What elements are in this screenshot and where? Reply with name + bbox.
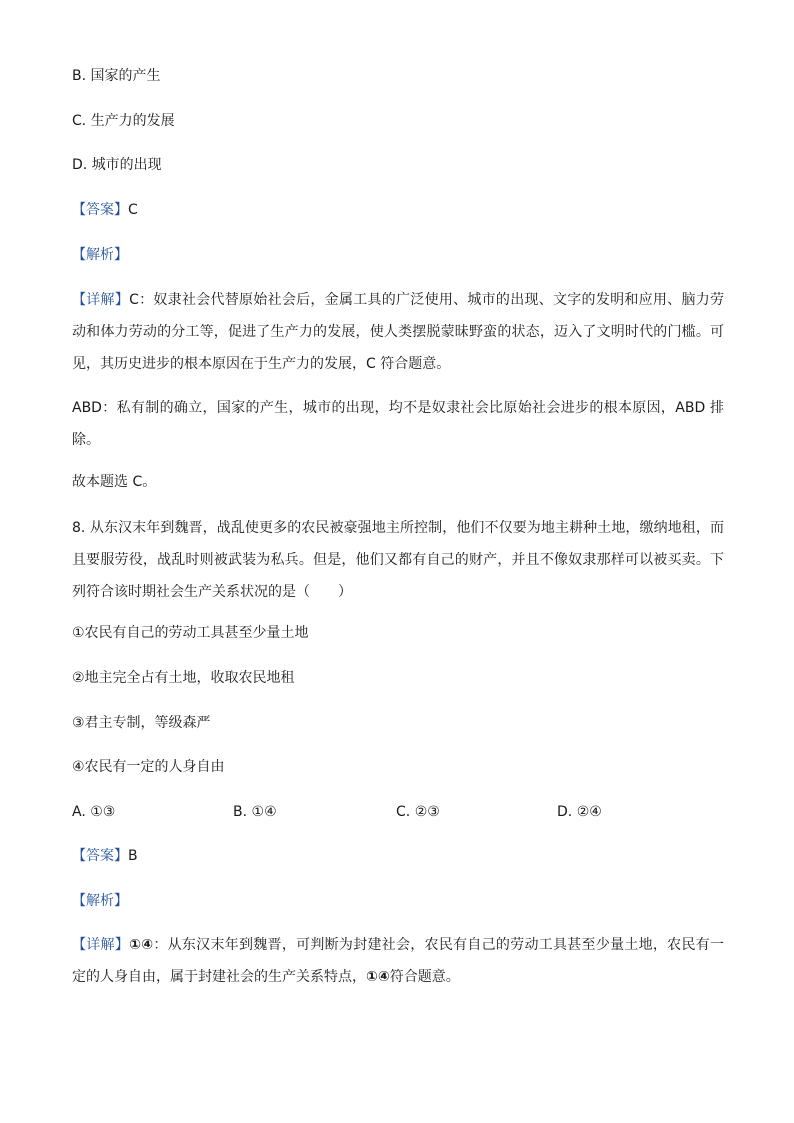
option-letter: B. bbox=[72, 68, 87, 84]
analysis-heading bbox=[72, 891, 128, 911]
conclusion-line bbox=[72, 472, 156, 492]
statement-text: ②地主完全占有土地，收取农民地租 bbox=[72, 670, 295, 686]
statement-item bbox=[72, 757, 225, 777]
answer-tag: 【答案】 bbox=[72, 202, 128, 218]
answer-line bbox=[72, 846, 138, 866]
statement-item bbox=[72, 668, 295, 688]
abd-text: ABD：私有制的确立，国家的产生，城市的出现，均不是奴隶社会比原始社会进步的根本原因，ABD 排除。 bbox=[72, 400, 724, 448]
choice-text: ①④ bbox=[251, 804, 277, 820]
choice-text: ①③ bbox=[90, 804, 116, 820]
abd-paragraph bbox=[72, 392, 724, 456]
detail-paragraph bbox=[72, 284, 724, 380]
analysis-tag: 【解析】 bbox=[72, 247, 128, 263]
detail-bold: ①④ bbox=[129, 937, 154, 953]
detail-text: C：奴隶社会代替原始社会后，金属工具的广泛使用、城市的出现、文字的发明和应用、脑力劳动和体力劳动的分工等，促进了生产力的发展，使人类摆脱蒙昧野蛮的状态，迈入了文明时代的门槛。可见，其历史进步的根本原因在于生产力的发展，C 符合题意。 bbox=[72, 292, 724, 372]
choice-a bbox=[72, 802, 115, 822]
conclusion-text: 故本题选 C。 bbox=[72, 474, 157, 490]
answer-tag: 【答案】 bbox=[72, 848, 128, 864]
option-text: 生产力的发展 bbox=[90, 113, 175, 129]
choice-c bbox=[396, 802, 440, 822]
detail-paragraph bbox=[72, 929, 724, 993]
option-letter: D. bbox=[72, 157, 88, 173]
option-d bbox=[72, 155, 162, 175]
option-c bbox=[72, 111, 175, 131]
question-stem-text: 8. 从东汉末年到魏晋，战乱使更多的农民被豪强地主所控制，他们不仅要为地主耕种土地，缴纳地租，而且要服劳役，战乱时则被武装为私兵。但是，他们又都有自己的财产，并且不像奴隶那样可以被买卖。下列符合该时期社会生产关系状况的是（ ） bbox=[72, 520, 724, 600]
detail-bold-2: ①④ bbox=[366, 969, 390, 985]
choice-letter: B. bbox=[233, 804, 248, 820]
choice-b bbox=[233, 802, 277, 822]
option-text: 城市的出现 bbox=[91, 157, 162, 173]
choice-letter: C. bbox=[396, 804, 411, 820]
statement-text: ④农民有一定的人身自由 bbox=[72, 759, 225, 775]
option-b bbox=[72, 66, 161, 86]
question-stem bbox=[72, 512, 724, 608]
detail-text: ：从东汉末年到魏晋，可判断为封建社会，农民有自己的劳动工具甚至少量土地，农民有一定的人身自由，属于封建社会的生产关系特点， bbox=[72, 937, 725, 985]
choice-text: ②③ bbox=[414, 804, 440, 820]
statement-item bbox=[72, 623, 309, 643]
statement-text: ③君主专制，等级森严 bbox=[72, 715, 211, 731]
choice-letter: D. bbox=[557, 804, 573, 820]
answer-value: B bbox=[128, 848, 138, 864]
choice-text: ②④ bbox=[576, 804, 602, 820]
statement-text: ①农民有自己的劳动工具甚至少量土地 bbox=[72, 625, 309, 641]
answer-value: C bbox=[128, 202, 138, 218]
option-text: 国家的产生 bbox=[90, 68, 161, 84]
statement-item bbox=[72, 713, 211, 733]
detail-tag: 【详解】 bbox=[72, 937, 130, 953]
choice-d bbox=[557, 802, 602, 822]
detail-tag: 【详解】 bbox=[72, 292, 130, 308]
answer-line bbox=[72, 200, 138, 220]
option-letter: C. bbox=[72, 113, 87, 129]
analysis-heading bbox=[72, 245, 128, 265]
choice-letter: A. bbox=[72, 804, 86, 820]
detail-end: 符合题意。 bbox=[389, 969, 460, 985]
analysis-tag: 【解析】 bbox=[72, 893, 128, 909]
